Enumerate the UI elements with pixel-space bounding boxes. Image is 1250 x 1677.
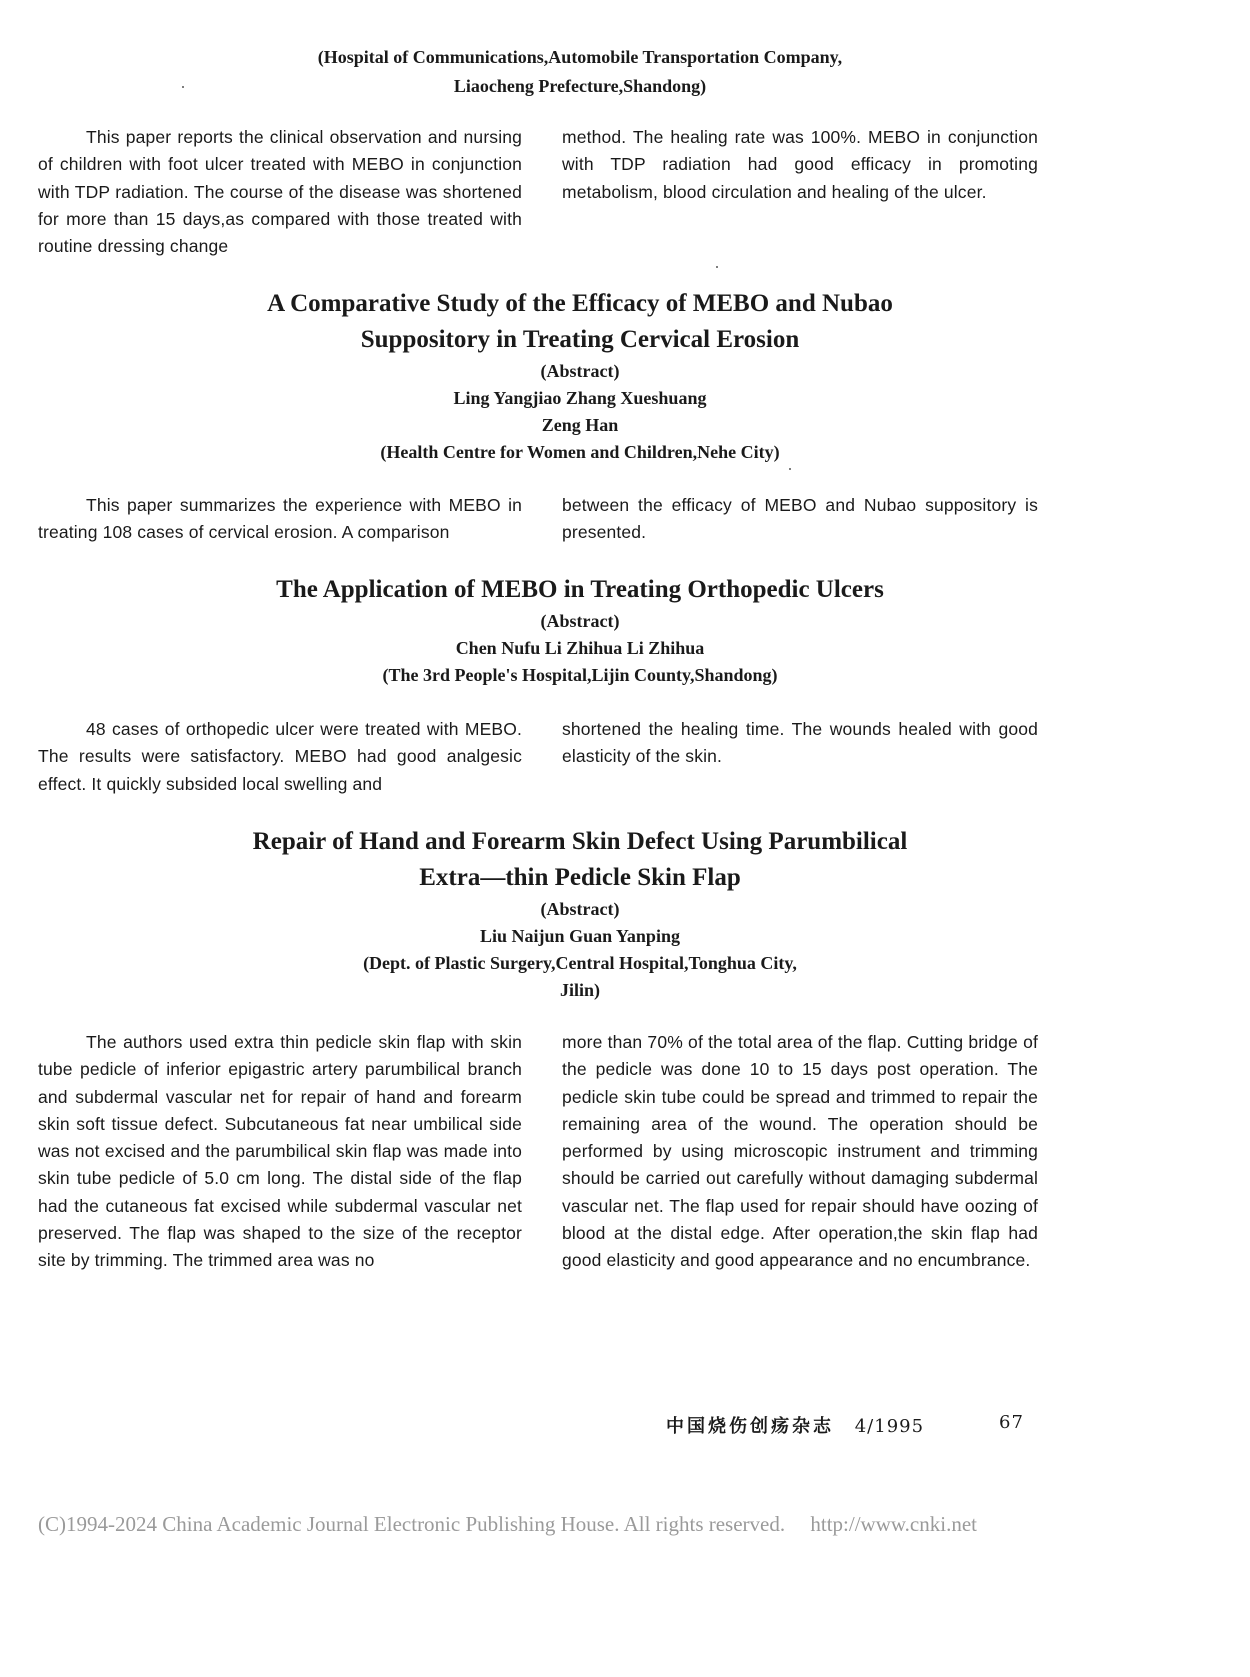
article3-authors: Liu Naijun Guan Yanping: [480, 926, 680, 946]
article1-title-line2: Suppository in Treating Cervical Erosion: [360, 326, 800, 353]
article3-body-right: more than 70% of the total area of the flap. Cutting bridge of the pedicle was done 10 to 15 days post operation. The pedicle skin tube could be spread and trimmed to repair the remaining area of the wound. The operation should be performed by using microscopic instrument and trimming should be carried out carefully without damaging subdermal vascular net. The flap used for repair should have oozing of blood at the distal edge. After operation,the skin flap had good elasticity and good appearance and no encumbrance.: [562, 1032, 1038, 1271]
article1-authors-line2: Zeng Han: [541, 415, 619, 435]
article1-authors-line1: Ling Yangjiao Zhang Xueshuang: [453, 388, 707, 408]
article1-body-right: between the efficacy of MEBO and Nubao suppository is presented.: [562, 495, 1038, 543]
article2-authors: Chen Nufu Li Zhihua Li Zhihua: [455, 638, 705, 658]
article3-affiliation-line1: (Dept. of Plastic Surgery,Central Hospital,Tonghua City,: [363, 953, 797, 973]
article3-abstract-label: (Abstract): [540, 899, 620, 919]
article2-header: [0, 572, 1160, 689]
article1-affiliation: (Health Centre for Women and Children,Nehe City): [380, 442, 780, 462]
article1-title-line1: A Comparative Study of the Efficacy of MEBO and Nubao: [267, 290, 893, 317]
article3-header: [0, 824, 1160, 1004]
article3-body-left: The authors used extra thin pedicle skin flap with skin tube pedicle of inferior epigastric artery parumbilical branch and subdermal vascular net for repair of hand and forearm skin soft tissue defect. Subcutaneous fat near umbilical side was not excised and the parumbilical skin flap was made into skin tube pedicle of 5.0 cm long. The distal side of the flap had the cutaneous fat excised while subdermal vascular net preserved. The flap was shaped to the size of the receptor site by trimming. The trimmed area was no: [38, 1032, 522, 1271]
copyright-text: (C)1994-2024 China Academic Journal Electronic Publishing House. All rights reserved.: [38, 1512, 786, 1536]
scan-speck: [789, 468, 791, 470]
prev-body-left: This paper reports the clinical observation and nursing of children with foot ulcer treated with MEBO in conjunction with TDP radiation. The course of the disease was shortened for more than 15 days,as compared with those treated with routine dressing change: [38, 127, 522, 257]
page-number: 67: [999, 1412, 1024, 1433]
prev-affiliation: [0, 43, 1160, 101]
article1-body-left: This paper summarizes the experience with MEBO in treating 108 cases of cervical erosion. A comparison: [38, 495, 522, 543]
prev-body-right: method. The healing rate was 100%. MEBO in conjunction with TDP radiation had good efficacy in promoting metabolism, blood circulation and healing of the ulcer.: [562, 127, 1038, 202]
article3-title-line1: Repair of Hand and Forearm Skin Defect Using Parumbilical: [252, 828, 908, 855]
article1-header: [0, 286, 1160, 466]
article2-body-left: 48 cases of orthopedic ulcer were treated with MEBO. The results were satisfactory. MEBO had good analgesic effect. It quickly subsided local swelling and: [38, 719, 522, 794]
article2-body-right: shortened the healing time. The wounds healed with good elasticity of the skin.: [562, 719, 1038, 767]
article2-title: The Application of MEBO in Treating Orthopedic Ulcers: [276, 576, 884, 603]
scan-speck: [182, 86, 184, 88]
page-footer: [666, 1412, 1024, 1438]
journal-name: 中国烧伤创疡杂志: [666, 1416, 834, 1437]
prev-affiliation-line2: Liaocheng Prefecture,Shandong): [453, 76, 707, 96]
prev-affiliation-line1: (Hospital of Communications,Automobile Transportation Company,: [317, 47, 843, 67]
article3-affiliation-line2: Jilin): [559, 980, 600, 1000]
scan-speck: [716, 266, 718, 268]
article2-affiliation: (The 3rd People's Hospital,Lijin County,Shandong): [382, 665, 778, 685]
copyright-notice: [38, 1512, 977, 1537]
issue-number: 4/1995: [854, 1416, 925, 1437]
article2-abstract-label: (Abstract): [540, 611, 620, 631]
article1-abstract-label: (Abstract): [540, 361, 620, 381]
article3-title-line2: Extra—thin Pedicle Skin Flap: [419, 864, 741, 891]
copyright-url: http://www.cnki.net: [810, 1512, 977, 1536]
